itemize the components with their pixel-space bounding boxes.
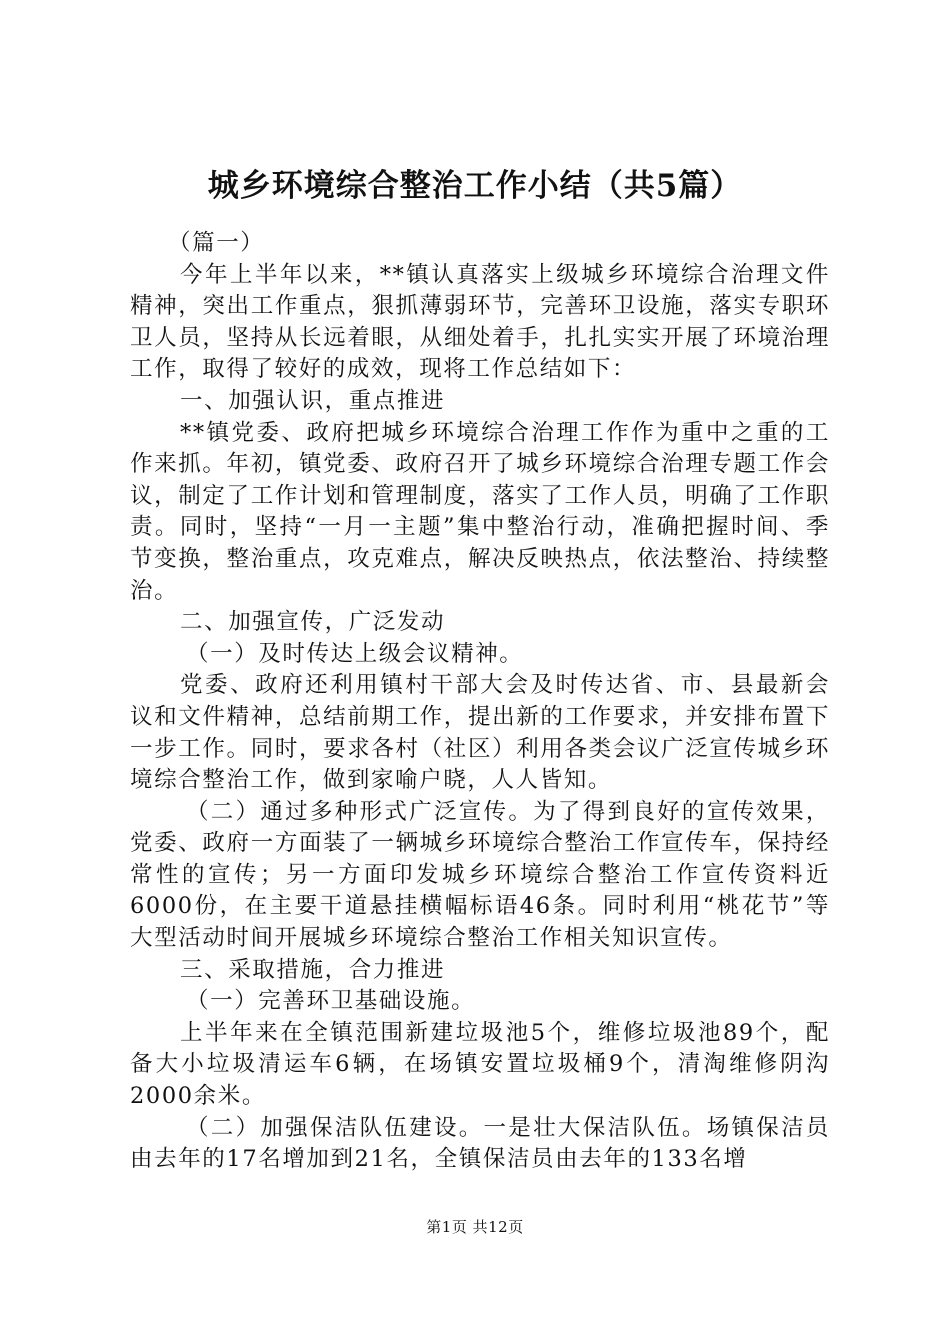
section-label: （篇一） bbox=[168, 230, 265, 256]
section-heading: 三、采取措施，合力推进 bbox=[180, 956, 446, 983]
subsection-heading: （一）及时传达上级会议精神。 bbox=[186, 640, 524, 667]
document-body bbox=[130, 228, 830, 1176]
section-heading: 一、加强认识，重点推进 bbox=[180, 387, 446, 414]
body-paragraph: **镇党委、政府把城乡环境综合治理工作作为重中之重的工作来抓。年初，镇党委、政府召开了城乡环境综合治理专题工作会议，制定了工作计划和管理制度，落实了工作人员，明确了工作职责。同时，坚持“一月一主题”集中整治行动，准确把握时间、季节变换，整治重点，攻克难点，解决反映热点，依法整治、持续整治。 bbox=[130, 419, 830, 604]
body-paragraph: （二）加强保洁队伍建设。一是壮大保洁队伍。场镇保洁员由去年的17名增加到21名，全镇保洁员由去年的133名增 bbox=[130, 1114, 830, 1173]
body-paragraph: 今年上半年以来，**镇认真落实上级城乡环境综合治理文件精神，突出工作重点，狠抓薄弱环节，完善环卫设施，落实专职环卫人员，坚持从长远着眼，从细处着手，扎扎实实开展了环境治理工作，取得了较好的成效，现将工作总结如下： bbox=[130, 261, 830, 383]
body-paragraph: （二）通过多种形式广泛宣传。为了得到良好的宣传效果，党委、政府一方面装了一辆城乡环境综合整治工作宣传车，保持经常性的宣传；另一方面印发城乡环境综合整治工作宣传资料近6000份，在主要干道悬挂横幅标语46条。同时利用“桃花节”等大型活动时间开展城乡环境综合整治工作相关知识宣传。 bbox=[130, 798, 830, 952]
subsection-heading: （一）完善环卫基础设施。 bbox=[186, 988, 476, 1015]
document-title: 城乡环境综合整治工作小结（共5篇） bbox=[207, 168, 743, 204]
page-footer: 第1页 共12页 bbox=[426, 1218, 524, 1236]
section-heading: 二、加强宣传，广泛发动 bbox=[180, 609, 446, 636]
body-paragraph: 党委、政府还利用镇村干部大会及时传达省、市、县最新会议和文件精神，总结前期工作，提出新的工作要求，并安排布置下一步工作。同时，要求各村（社区）利用各类会议广泛宣传城乡环境综合整治工作，做到家喻户晓，人人皆知。 bbox=[130, 672, 830, 794]
body-paragraph: 上半年来在全镇范围新建垃圾池5个，维修垃圾池89个，配备大小垃圾清运车6辆，在场镇安置垃圾桶9个，清淘维修阴沟2000余米。 bbox=[130, 1019, 830, 1110]
